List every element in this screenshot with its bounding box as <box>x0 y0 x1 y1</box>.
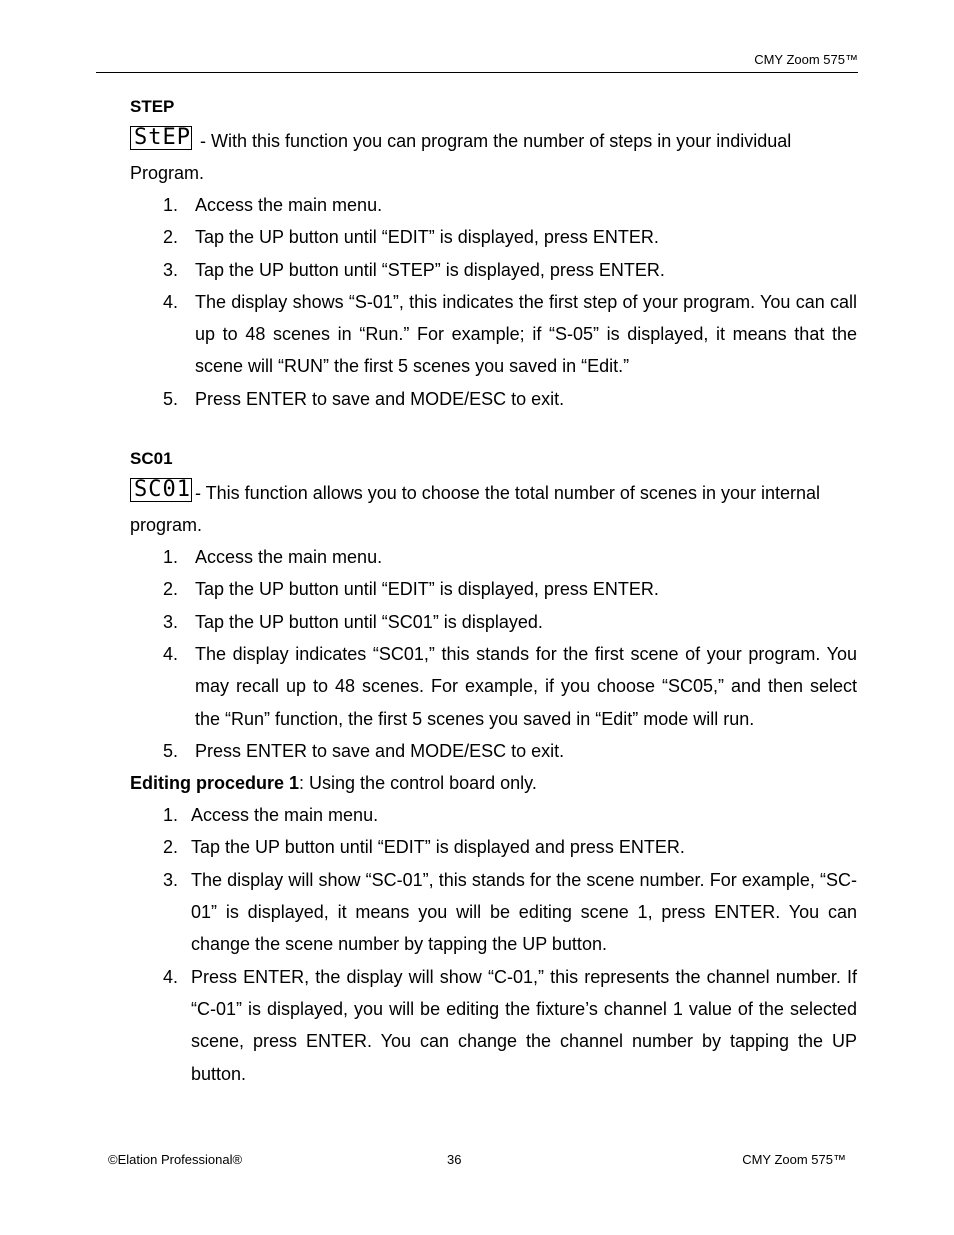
step-intro <box>130 125 857 189</box>
sc01-intro <box>130 477 857 541</box>
editing-procedure-subtitle: : Using the control board only. <box>299 773 537 794</box>
header-title: CMY Zoom 575™ <box>754 52 858 67</box>
list-item: 3. The display will show “SC-01”, this stands for the scene number. For example, “SC-01” is displayed, it means you will be editing scene 1, press ENTER. You can change the scene number by tapping the UP button. <box>163 869 857 955</box>
footer-copyright: ©Elation Professional® <box>108 1152 243 1167</box>
list-item: 1. Access the main menu. <box>163 805 379 826</box>
list-item: 1. Access the main menu. <box>163 547 383 568</box>
list-item: 2. Tap the UP button until “EDIT” is displayed, press ENTER. <box>163 227 659 248</box>
sc01-list <box>130 541 857 767</box>
step-lcd-display-icon: StEP <box>130 126 192 150</box>
list-item: 2. Tap the UP button until “EDIT” is displayed, press ENTER. <box>163 579 659 600</box>
list-item: 5. Press ENTER to save and MODE/ESC to exit. <box>163 740 565 761</box>
step-intro-text: - With this function you can program the number of steps in your individual Program. <box>130 131 792 183</box>
editing-list <box>130 799 857 1090</box>
editing-procedure-heading <box>130 767 857 799</box>
step-heading: STEP <box>130 97 175 116</box>
list-item: 4. The display shows “S-01”, this indicates the first step of your program. You can call up to 48 scenes in “Run.” For example; if “S-05” is displayed, it means that the scene will “RUN” the first 5 scenes you saved in “Edit.” <box>163 291 857 377</box>
page-body <box>130 95 857 1090</box>
list-item: 5. Press ENTER to save and MODE/ESC to exit. <box>163 388 565 409</box>
list-item: 4. The display indicates “SC01,” this stands for the first scene of your program. You may recall up to 48 scenes. For example, if you choose “SC05,” and then select the “Run” function, the first 5 scenes you saved in “Edit” mode will run. <box>163 643 857 729</box>
footer-product-name: CMY Zoom 575™ <box>742 1152 846 1167</box>
list-item: 3. Tap the UP button until “SC01” is displayed. <box>163 611 543 632</box>
list-item: 4. Press ENTER, the display will show “C-01,” this represents the channel number. If “C-01” is displayed, you will be editing the fixture’s channel 1 value of the selected scene, press ENTER. You can change the channel number by tapping the UP button. <box>163 966 857 1084</box>
editing-procedure-title: Editing procedure 1 <box>130 773 300 794</box>
list-item: 3. Tap the UP button until “STEP” is displayed, press ENTER. <box>163 259 665 280</box>
sc01-lcd-display-icon: SC01 <box>130 478 192 502</box>
step-list <box>130 189 857 415</box>
page-header <box>96 52 858 73</box>
sc01-heading: SC01 <box>130 449 173 469</box>
footer-page-number: 36 <box>447 1152 462 1167</box>
list-item: 1. Access the main menu. <box>163 195 383 215</box>
list-item: 2. Tap the UP button until “EDIT” is displayed and press ENTER. <box>163 837 685 858</box>
sc01-intro-text: - This function allows you to choose the total number of scenes in your internal program. <box>130 483 821 536</box>
